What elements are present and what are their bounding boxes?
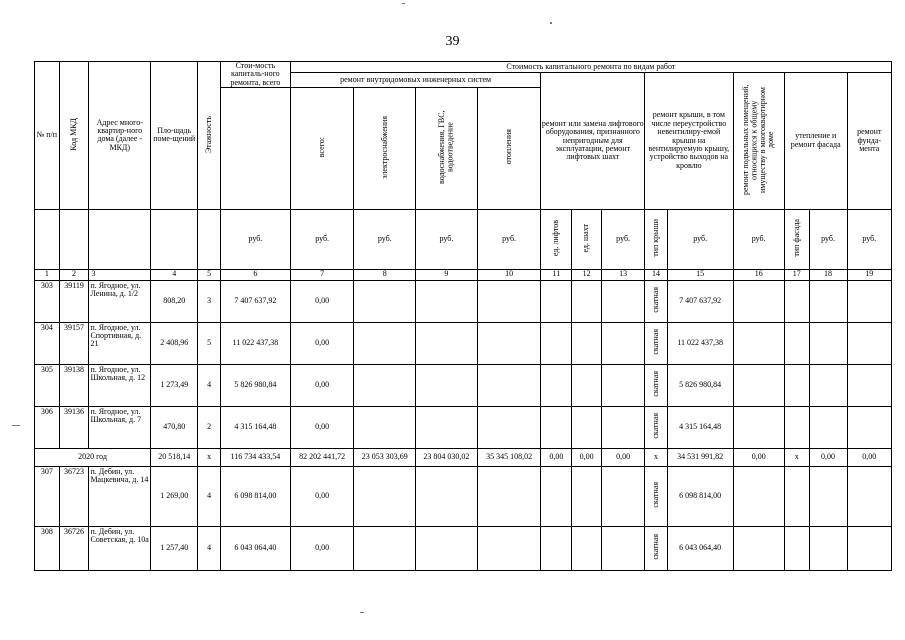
row-basement	[733, 406, 784, 448]
row-all: 0,00	[290, 280, 354, 322]
row-code: 39157	[59, 322, 89, 364]
column-number: 9	[416, 269, 478, 280]
row-foundation	[847, 322, 891, 364]
row-floors: 5	[198, 322, 221, 364]
row-roof-cost: 4 315 164,48	[667, 406, 733, 448]
row-electric	[354, 280, 416, 322]
row-foundation	[847, 406, 891, 448]
row-lift-shafts	[572, 364, 602, 406]
row-cost: 7 407 637,92	[220, 280, 290, 322]
row-electric	[354, 406, 416, 448]
row-area: 1 257,40	[151, 526, 198, 570]
col-cost-header: Стои-мость капиталь-ного ремонта, всего	[220, 62, 290, 88]
table-row	[35, 526, 892, 570]
row-code: 36723	[59, 466, 89, 526]
row-lift-shafts	[572, 406, 602, 448]
row-water	[416, 280, 478, 322]
row-number: 308	[35, 526, 60, 570]
row-facade-type	[784, 406, 809, 448]
table-row	[35, 364, 892, 406]
row-lift-units	[541, 364, 572, 406]
column-number: 2	[59, 269, 89, 280]
column-number: 6	[220, 269, 290, 280]
row-roof-cost: 7 407 637,92	[667, 280, 733, 322]
row-lift-units	[541, 280, 572, 322]
row-address: п. Ягодное, ул. Спортивная, д. 21	[89, 322, 151, 364]
col-electric-header: электроснабжения	[354, 88, 416, 209]
unit-heating: руб.	[477, 209, 541, 269]
row-lift-units	[541, 406, 572, 448]
row-facade	[809, 280, 847, 322]
row-facade	[809, 322, 847, 364]
row-code: 36726	[59, 526, 89, 570]
row-lift-shafts	[572, 280, 602, 322]
row-cost: 6 098 814,00	[220, 466, 290, 526]
column-number-row	[35, 269, 892, 280]
row-area: 1 273,49	[151, 364, 198, 406]
col-basement-header: ремонт подвальных помещений, относящихся к общему имуществу в многоквартирном доме	[733, 73, 784, 210]
scan-speck	[360, 612, 364, 613]
row-roof-type: скатная	[645, 322, 668, 364]
row-roof-cost: 6 098 814,00	[667, 466, 733, 526]
row-electric	[354, 364, 416, 406]
row-roof-type: скатная	[645, 526, 668, 570]
total-row	[35, 448, 892, 466]
row-code: 39119	[59, 280, 89, 322]
row-all: 0,00	[290, 364, 354, 406]
scan-speck	[402, 3, 405, 4]
row-code: 39136	[59, 406, 89, 448]
row-basement	[733, 322, 784, 364]
row-area: 808,20	[151, 280, 198, 322]
col-floors-header: Этажность	[198, 62, 221, 210]
scan-speck	[550, 22, 552, 24]
column-number: 18	[809, 269, 847, 280]
row-facade-type	[784, 466, 809, 526]
page-number: 39	[445, 34, 460, 49]
row-facade	[809, 364, 847, 406]
table-row	[35, 280, 892, 322]
row-foundation	[847, 466, 891, 526]
row-area: 470,80	[151, 406, 198, 448]
unit-water: руб.	[416, 209, 478, 269]
column-number: 16	[733, 269, 784, 280]
col-facade-header: утепление и ремонт фасада	[784, 73, 847, 210]
col-number-header: № п/п	[35, 62, 60, 210]
row-lift-shafts	[572, 466, 602, 526]
row-floors: 2	[198, 406, 221, 448]
total-cost: 116 734 433,54	[220, 448, 290, 466]
unit-facade: руб.	[809, 209, 847, 269]
total-lift-shafts: 0,00	[572, 448, 602, 466]
row-all: 0,00	[290, 406, 354, 448]
row-cost: 11 022 437,38	[220, 322, 290, 364]
unit-lift: руб.	[602, 209, 645, 269]
total-roof-type: x	[645, 448, 668, 466]
sub-lift-units: ед. лифтов	[541, 209, 572, 269]
total-facade-type: x	[784, 448, 809, 466]
row-water	[416, 322, 478, 364]
sub-roof-type: тип крыши	[645, 209, 668, 269]
row-basement	[733, 526, 784, 570]
row-cost: 4 315 164,48	[220, 406, 290, 448]
row-floors: 3	[198, 280, 221, 322]
row-facade	[809, 466, 847, 526]
total-foundation: 0,00	[847, 448, 891, 466]
total-area: 20 518,14	[151, 448, 198, 466]
row-facade-type	[784, 364, 809, 406]
column-number: 12	[572, 269, 602, 280]
col-foundation-header: ремонт фунда-мента	[847, 73, 891, 210]
row-basement	[733, 280, 784, 322]
row-roof-type: скатная	[645, 406, 668, 448]
col-water-header: водоснабжения, ГВС, водоотведение	[416, 88, 478, 209]
unit-basement: руб.	[733, 209, 784, 269]
row-number: 306	[35, 406, 60, 448]
row-address: п. Дебин, ул. Мацкевича, д. 14	[89, 466, 151, 526]
col-heating-header: отопления	[477, 88, 541, 209]
total-lift-cost: 0,00	[602, 448, 645, 466]
table-row	[35, 322, 892, 364]
column-number: 4	[151, 269, 198, 280]
unit-foundation: руб.	[847, 209, 891, 269]
row-heating	[477, 322, 541, 364]
total-floors: x	[198, 448, 221, 466]
row-foundation	[847, 526, 891, 570]
row-address: п. Дебин, ул. Советская, д. 10а	[89, 526, 151, 570]
row-heating	[477, 406, 541, 448]
column-number: 19	[847, 269, 891, 280]
col-roof-header: ремонт крыши, в том числе переустройство невентилиру-емой крыши на вентилируемую крышу, устройство выходов на кровлю	[645, 73, 733, 210]
row-water	[416, 406, 478, 448]
row-heating	[477, 280, 541, 322]
row-roof-cost: 5 826 980,84	[667, 364, 733, 406]
unit-empty-1	[35, 209, 60, 269]
unit-electric: руб.	[354, 209, 416, 269]
row-lift-cost	[602, 466, 645, 526]
column-number: 15	[667, 269, 733, 280]
row-lift-cost	[602, 322, 645, 364]
row-lift-units	[541, 322, 572, 364]
row-number: 307	[35, 466, 60, 526]
row-facade-type	[784, 280, 809, 322]
row-heating	[477, 364, 541, 406]
row-all: 0,00	[290, 466, 354, 526]
row-roof-type: скатная	[645, 364, 668, 406]
row-foundation	[847, 364, 891, 406]
row-area: 2 408,96	[151, 322, 198, 364]
row-heating	[477, 466, 541, 526]
total-heating: 35 345 108,02	[477, 448, 541, 466]
column-number: 1	[35, 269, 60, 280]
total-basement: 0,00	[733, 448, 784, 466]
capital-repair-table	[34, 61, 892, 571]
row-water	[416, 364, 478, 406]
scan-speck	[12, 425, 20, 426]
row-facade-type	[784, 526, 809, 570]
row-facade	[809, 526, 847, 570]
row-lift-cost	[602, 406, 645, 448]
row-roof-type: скатная	[645, 466, 668, 526]
total-water: 23 804 030,02	[416, 448, 478, 466]
row-cost: 5 826 980,84	[220, 364, 290, 406]
row-lift-shafts	[572, 526, 602, 570]
row-electric	[354, 466, 416, 526]
col-all-header: всего:	[290, 88, 354, 209]
group-internal-header: ремонт внутридомовых инженерных систем	[290, 73, 541, 88]
row-foundation	[847, 280, 891, 322]
col-lift-header: ремонт или замена лифтового оборудования, признанного непригодным для эксплуатации, ремонт лифтовых шахт	[541, 73, 645, 210]
row-floors: 4	[198, 526, 221, 570]
column-number: 7	[290, 269, 354, 280]
column-number: 3	[89, 269, 151, 280]
sub-facade-type: тип фасада	[784, 209, 809, 269]
row-water	[416, 526, 478, 570]
unit-roof: руб.	[667, 209, 733, 269]
row-facade	[809, 406, 847, 448]
column-number: 13	[602, 269, 645, 280]
sub-lift-shafts: ед. шахт	[572, 209, 602, 269]
column-number: 14	[645, 269, 668, 280]
row-number: 303	[35, 280, 60, 322]
table-row	[35, 466, 892, 526]
row-floors: 4	[198, 466, 221, 526]
col-cost-header-cont	[220, 88, 290, 209]
row-basement	[733, 364, 784, 406]
row-lift-shafts	[572, 322, 602, 364]
total-electric: 23 053 303,69	[354, 448, 416, 466]
row-cost: 6 043 064,40	[220, 526, 290, 570]
row-roof-type: скатная	[645, 280, 668, 322]
total-facade: 0,00	[809, 448, 847, 466]
unit-empty-4	[151, 209, 198, 269]
unit-cost: руб.	[220, 209, 290, 269]
row-address: п. Ягодное, ул. Ленина, д. 1/2	[89, 280, 151, 322]
row-all: 0,00	[290, 322, 354, 364]
unit-empty-3	[89, 209, 151, 269]
row-facade-type	[784, 322, 809, 364]
row-number: 304	[35, 322, 60, 364]
row-all: 0,00	[290, 526, 354, 570]
unit-empty-5	[198, 209, 221, 269]
total-label: 2020 год	[35, 448, 151, 466]
row-lift-units	[541, 466, 572, 526]
row-basement	[733, 466, 784, 526]
column-number: 17	[784, 269, 809, 280]
col-address-header: Адрес много-квартир-ного дома (далее - МКД)	[89, 62, 151, 210]
row-area: 1 269,00	[151, 466, 198, 526]
col-code-header: Код МКД	[59, 62, 89, 210]
row-water	[416, 466, 478, 526]
unit-all: руб.	[290, 209, 354, 269]
column-number: 10	[477, 269, 541, 280]
total-all: 82 202 441,72	[290, 448, 354, 466]
table-row	[35, 406, 892, 448]
column-number: 11	[541, 269, 572, 280]
row-electric	[354, 526, 416, 570]
column-number: 5	[198, 269, 221, 280]
row-roof-cost: 6 043 064,40	[667, 526, 733, 570]
row-lift-cost	[602, 526, 645, 570]
row-heating	[477, 526, 541, 570]
row-lift-cost	[602, 280, 645, 322]
unit-empty-2	[59, 209, 89, 269]
col-area-header: Пло-щадь поме-щений	[151, 62, 198, 210]
group-title-header: Стоимость капитального ремонта по видам работ	[290, 62, 891, 73]
row-lift-units	[541, 526, 572, 570]
row-electric	[354, 322, 416, 364]
row-number: 305	[35, 364, 60, 406]
row-floors: 4	[198, 364, 221, 406]
row-code: 39138	[59, 364, 89, 406]
total-roof-cost: 34 531 991,82	[667, 448, 733, 466]
row-lift-cost	[602, 364, 645, 406]
row-address: п. Ягодное, ул. Школьная, д. 7	[89, 406, 151, 448]
total-lift-units: 0,00	[541, 448, 572, 466]
row-roof-cost: 11 022 437,38	[667, 322, 733, 364]
row-address: п. Ягодное, ул. Школьная, д. 12	[89, 364, 151, 406]
column-number: 8	[354, 269, 416, 280]
